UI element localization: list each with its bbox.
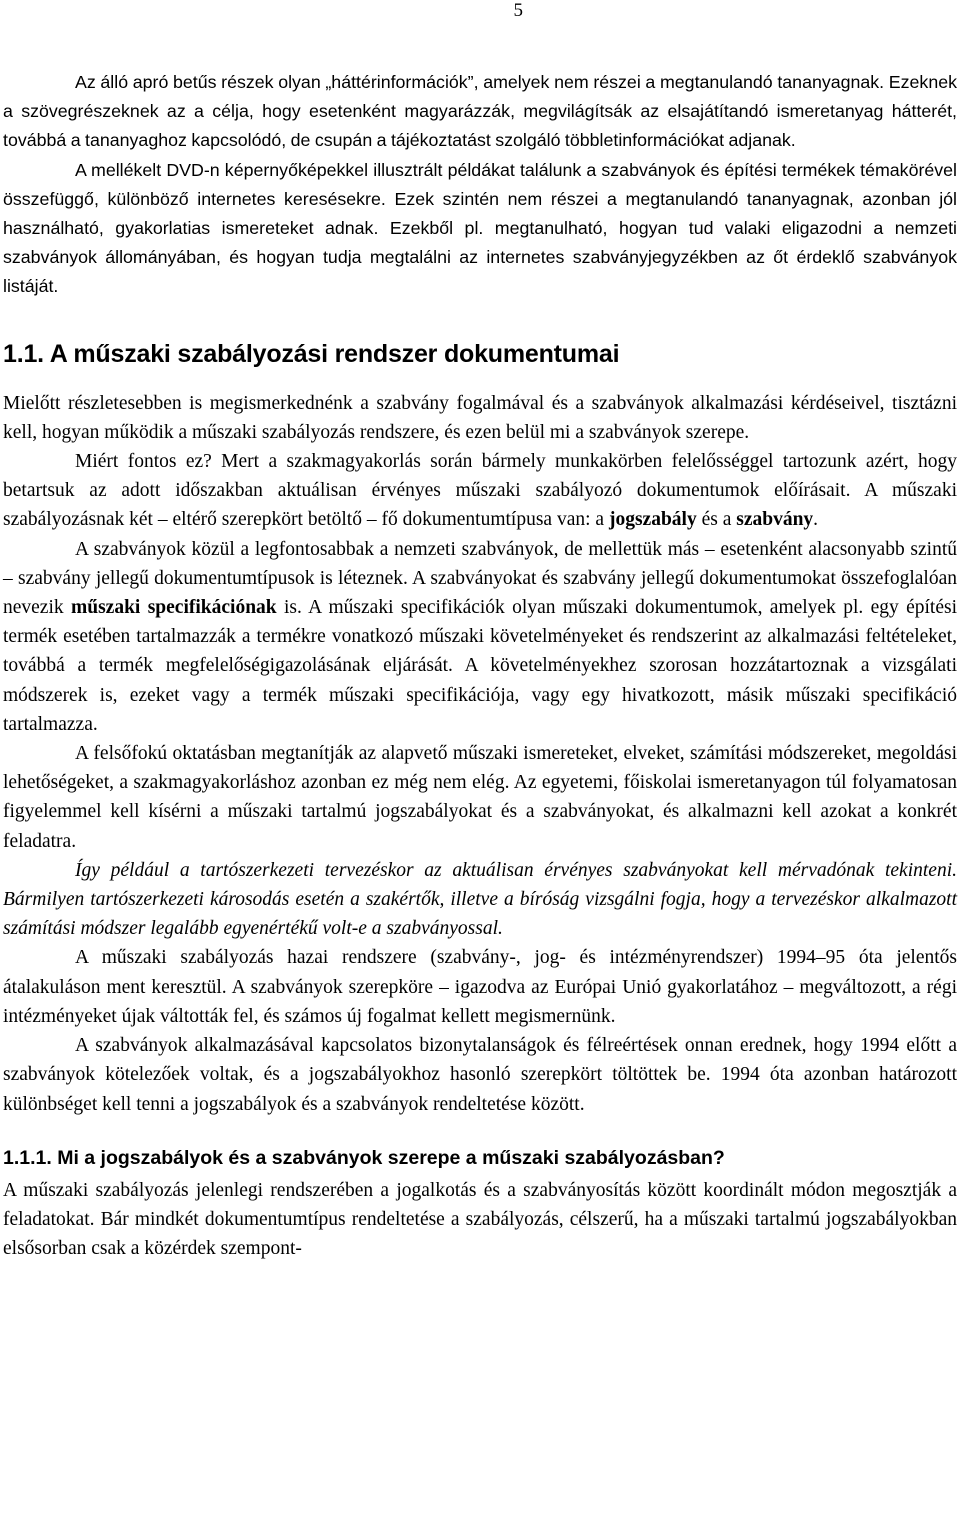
paragraph-text: . xyxy=(813,509,819,531)
paragraph-text: is. A műszaki specifikációk olyan műszaki dokumentumok, amelyek pl. egy építési termék esetében tartalmazzák a termékre vonatkozó műszaki követelményeket és rendszerint az alkalmazási feltételeket, továbbá a termék megfelelőségigazolásának eljárását. A követelményekhez szorosan hozzátartoznak a vizsgálati módszerek is, ezeket vagy a termék műszaki specifikációja, vagy egy hivatkozott, másik műszaki specifikáció tartalmazza. xyxy=(3,597,958,735)
section-1-1-paragraph-1: Mielőtt részletesebben is megismerkednénk a szabvány fogalmával és a szabványok alkalmazási kérdéseivel, tisztázni kell, hogyan működik a műszaki szabályozás rendszere, és ezen belül mi a szabványok szerepe. xyxy=(3,392,957,443)
paragraph-text: Miért fontos ez? Mert a szakmagyakorlás során bármely munkakörben felelősséggel tartozunk azért, hogy betartsuk az adott időszakban aktuálisan érvényes műszaki szabályozó dokumentumok előírásait. A műszaki szabályozásnak két – eltérő szerepkört betöltő – fő dokumentumtípusa van: a xyxy=(3,451,957,531)
section-1-1-paragraph-5-example: Így például a tartószerkezeti tervezéskor az aktuálisan érvényes szabványokat kell mérvadónak tekinteni. Bármilyen tartószerkezeti károsodás esetén a szakértők, illetve a bíróság vizsgálni fogja, hogy a tervezéskor alkalmazott számítási módszer legalább egyenértékű volt-e a szabványossal. xyxy=(3,859,957,940)
term-jogszabaly: jogszabály xyxy=(608,509,697,531)
section-1-1-paragraph-3 xyxy=(3,535,957,739)
section-1-1-paragraph-2 xyxy=(3,447,957,535)
section-1-1-paragraph-4: A felsőfokú oktatásban megtanítják az alapvető műszaki ismereteket, elveket, számítási módszereket, megoldási lehetőségeket, a szakmagyakorláshoz azonban ez még nem elég. Az egyetemi, főiskolai ismeretanyagon túl folyamatosan figyelemmel kell kísérni a műszaki tartalmú jogszabályokat és a szabványokat, és alkalmazni kell azokat a konkrét feladatra. xyxy=(3,743,957,852)
page-number: 5 xyxy=(513,0,523,21)
intro-paragraph-dvd: A mellékelt DVD-n képernyőképekkel illusztrált példákat találunk a szabványok és építési termékek témakörével összefüggő, különböző internetes keresésekre. Ezek szintén nem részei a megtanulandó tananyagnak, azonban jól használható, gyakorlatias ismereteket adnak. Ezekből pl. megtanulható, hogyan tud valaki eligazodni a nemzeti szabványok állományában, és hogyan tudja megtalálni az internetes szabványjegyzékben az őt érdeklő szabványok listáját. xyxy=(3,159,957,297)
document-body xyxy=(3,68,957,1263)
section-heading-1-1-1: 1.1.1. Mi a jogszabályok és a szabványok szerepe a műszaki szabályozásban? xyxy=(3,1146,725,1169)
term-szabvany: szabvány xyxy=(736,509,814,531)
section-1-1-1-paragraph-1: A műszaki szabályozás jelenlegi rendszerében a jogalkotás és a szabványosítás között koordinált módon megosztják a feladatokat. Bár mindkét dokumentumtípus rendeltetése a szabályozás, célszerű, ha a műszaki tartalmú jogszabályokban elsősorban csak a közérdek szempont- xyxy=(3,1179,957,1260)
term-muszaki-specifikacio: műszaki specifikációnak xyxy=(71,597,277,619)
intro-paragraph-background-info: Az álló apró betűs részek olyan „háttérinformációk”, amelyek nem részei a megtanulandó tananyagnak. Ezeknek a szövegrészeknek az a célja, hogy esetenként magyarázzák, megvilágítsák az elsajátítandó ismeretanyag hátterét, továbbá a tananyaghoz kapcsolódó, de csupán a tájékoztatást szolgáló többletinformációkat adjanak. xyxy=(3,72,957,151)
section-1-1-paragraph-6: A műszaki szabályozás hazai rendszere (szabvány-, jog- és intézményrendszer) 1994–95 óta jelentős átalakuláson ment keresztül. A szabványok szerepköre – igazodva az Európai Unió gyakorlatához – megváltozott, a régi intézményeket újak váltották fel, és számos új fogalmat kellett megismernünk. xyxy=(3,947,957,1027)
section-heading-1-1: 1.1. A műszaki szabályozási rendszer dokumentumai xyxy=(3,339,620,368)
paragraph-text: és a xyxy=(696,509,737,531)
paragraph-text: A szabványok közül a legfontosabbak a nemzeti szabványok, de mellettük más – esetenként alacsonyabb szintű – szabvány jellegű dokumentumtípusok is léteznek. A szabványokat és szabvány jellegű dokumentumokat összefoglalóan nevezik xyxy=(3,538,957,619)
section-1-1-paragraph-7: A szabványok alkalmazásával kapcsolatos bizonytalanságok és félreértések onnan erednek, hogy 1994 előtt a szabványok kötelezőek voltak, és a jogszabályokhoz hasonló szerepkört töltöttek be. 1994 óta azonban határozott különbséget kell tenni a jogszabályok és a szabványok rendeltetése között. xyxy=(3,1035,957,1115)
